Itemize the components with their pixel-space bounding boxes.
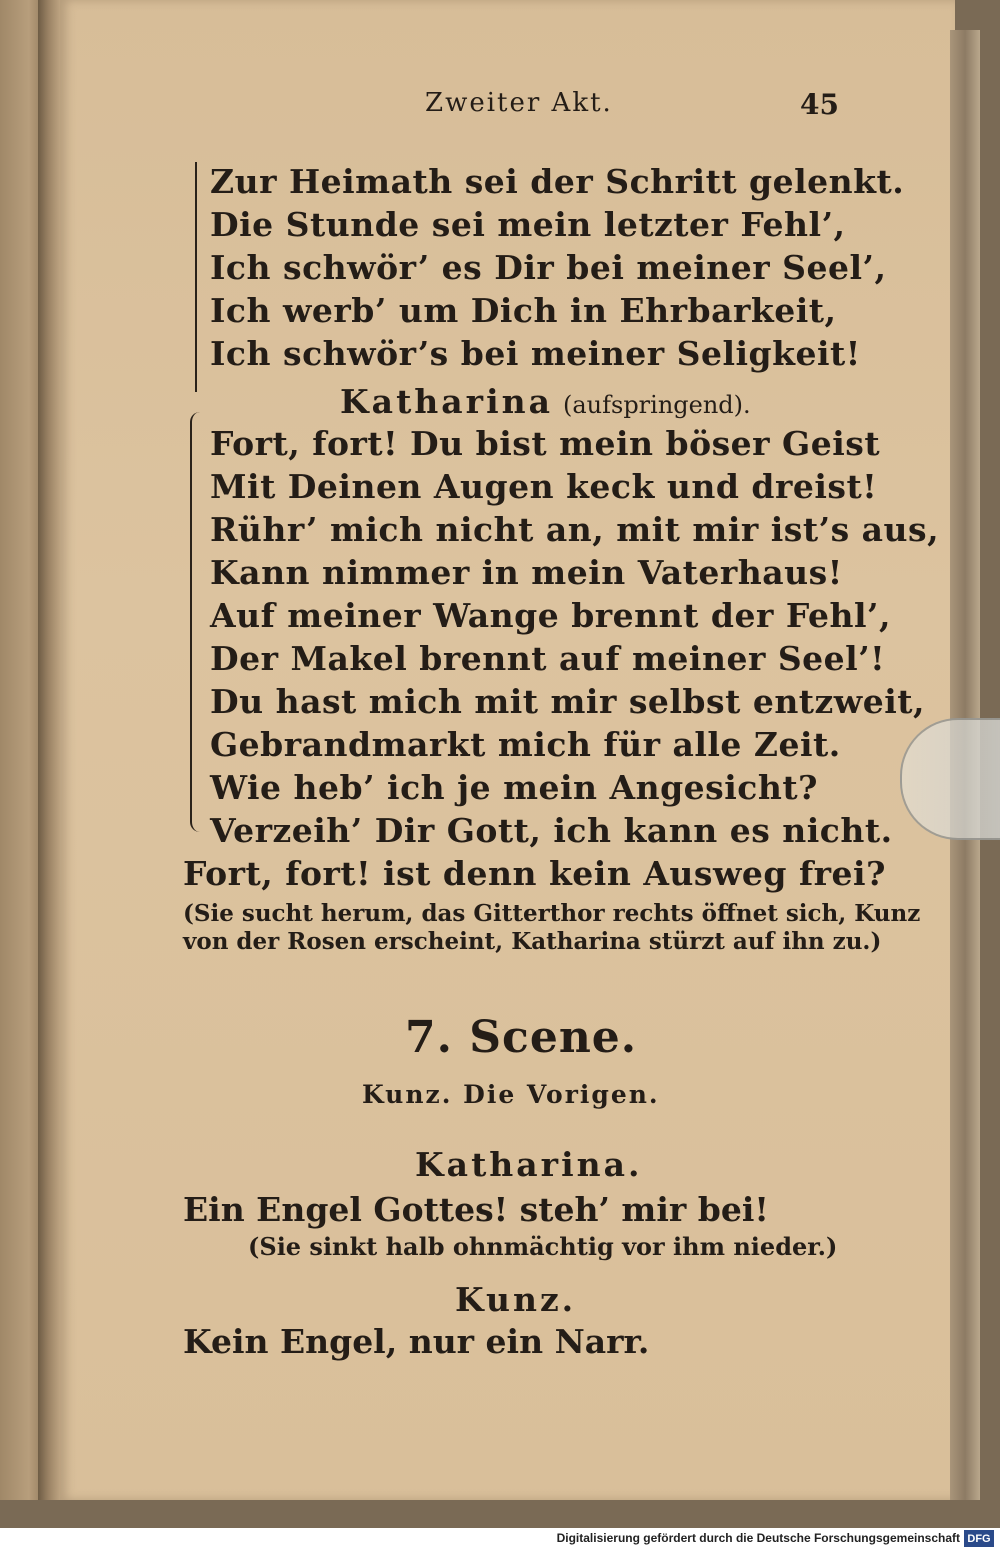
stage-direction: von der Rosen erscheint, Katharina stürzt auf ihn zu.)	[183, 928, 882, 955]
verse-line: Du hast mich mit mir selbst entzweit,	[210, 682, 925, 721]
verse-line: Ich schwör’ es Dir bei meiner Seel’,	[210, 248, 887, 287]
verse-line: Zur Heimath sei der Schritt gelenkt.	[210, 162, 905, 201]
page-clip	[900, 718, 1000, 840]
verse-line: Fort, fort! Du bist mein böser Geist	[210, 424, 881, 463]
verse-line: Kann nimmer in mein Vaterhaus!	[210, 553, 843, 592]
stage-direction: (Sie sinkt halb ohnmächtig vor ihm nieder.)	[248, 1232, 838, 1261]
verse-line: Die Stunde sei mein letzter Fehl’,	[210, 205, 846, 244]
verse-line: Fort, fort! ist denn kein Ausweg frei?	[183, 854, 886, 893]
speaker-heading: Kunz.	[455, 1280, 577, 1319]
scene-cast: Kunz. Die Vorigen.	[362, 1080, 660, 1109]
verse-line: Ich werb’ um Dich in Ehrbarkeit,	[210, 291, 837, 330]
verse-line: Verzeih’ Dir Gott, ich kann es nicht.	[210, 811, 893, 850]
dialogue-line: Ein Engel Gottes! steh’ mir bei!	[183, 1190, 769, 1229]
verse-line: Auf meiner Wange brennt der Fehl’,	[210, 596, 891, 635]
verse-line: Mit Deinen Augen keck und dreist!	[210, 467, 878, 506]
running-header: Zweiter Akt.	[425, 88, 613, 118]
speaker-heading	[340, 382, 751, 421]
speaker-name: Katharina	[340, 382, 553, 421]
verse-line: Gebrandmarkt mich für alle Zeit.	[210, 725, 841, 764]
verse-line: Ich schwör’s bei meiner Seligkeit!	[210, 334, 861, 373]
speaker-heading: Katharina.	[415, 1145, 643, 1184]
verse-line: Wie heb’ ich je mein Angesicht?	[210, 768, 818, 807]
verse-line: Der Makel brennt auf meiner Seel’!	[210, 639, 886, 678]
page-number: 45	[800, 88, 839, 121]
verse-bracket-top	[195, 162, 205, 392]
scene-title: 7. Scene.	[405, 1012, 638, 1063]
funding-credit: Digitalisierung gefördert durch die Deutsche Forschungsgemeinschaft	[556, 1531, 960, 1545]
dialogue-line: Kein Engel, nur ein Narr.	[183, 1322, 650, 1361]
dfg-logo: DFG	[964, 1530, 994, 1547]
stage-direction: (Sie sucht herum, das Gitterthor rechts öffnet sich, Kunz	[183, 900, 921, 927]
verse-bracket-bottom	[190, 412, 204, 832]
speaker-direction: (aufspringend).	[562, 391, 751, 419]
verse-line: Rühr’ mich nicht an, mit mir ist’s aus,	[210, 510, 940, 549]
